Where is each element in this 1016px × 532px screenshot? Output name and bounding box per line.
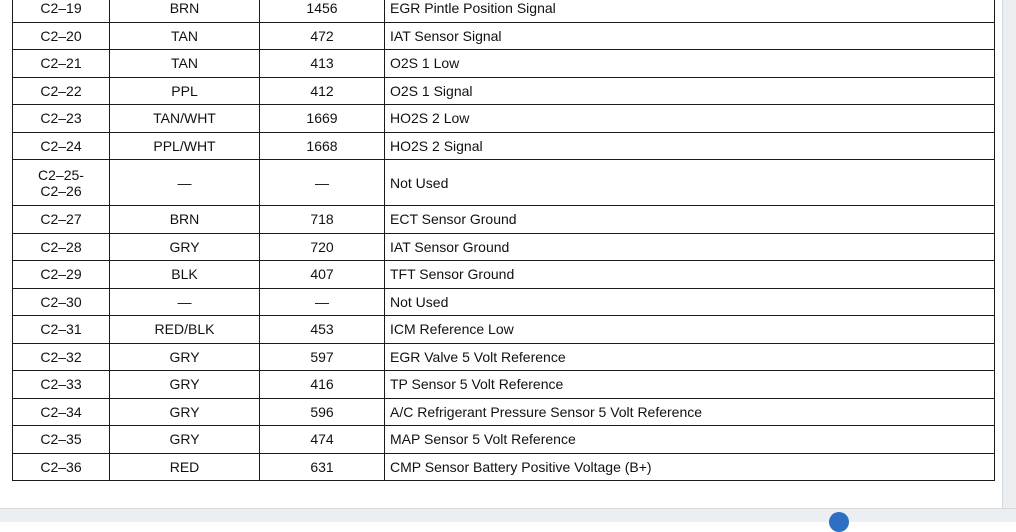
circuit-number-cell: 631 (260, 453, 385, 481)
pin-cell: C2–33 (13, 371, 110, 399)
wire-color-cell: RED/BLK (110, 316, 260, 344)
table-row (13, 343, 995, 371)
table-row (13, 50, 995, 78)
wire-color-cell: — (110, 160, 260, 206)
pin-cell: C2–20 (13, 22, 110, 50)
circuit-number-cell: 596 (260, 398, 385, 426)
wire-color-cell: GRY (110, 343, 260, 371)
function-cell: O2S 1 Signal (385, 77, 995, 105)
circuit-number-cell: 453 (260, 316, 385, 344)
function-cell: TFT Sensor Ground (385, 261, 995, 289)
table-row (13, 371, 995, 399)
circuit-number-cell: 416 (260, 371, 385, 399)
table-row (13, 288, 995, 316)
wire-color-cell: RED (110, 453, 260, 481)
table-row (13, 0, 995, 22)
function-cell: ICM Reference Low (385, 316, 995, 344)
wire-color-cell: GRY (110, 371, 260, 399)
table-row (13, 426, 995, 454)
wire-color-cell: BRN (110, 0, 260, 22)
table-row (13, 206, 995, 234)
pin-cell: C2–28 (13, 233, 110, 261)
function-cell: Not Used (385, 288, 995, 316)
function-cell: IAT Sensor Ground (385, 233, 995, 261)
pin-cell: C2–29 (13, 261, 110, 289)
bottom-toolbar-strip (0, 508, 1016, 522)
pin-cell: C2–25- C2–26 (13, 160, 110, 206)
wire-color-cell: TAN (110, 50, 260, 78)
table-row (13, 316, 995, 344)
pin-cell: C2–30 (13, 288, 110, 316)
pin-cell: C2–19 (13, 0, 110, 22)
circuit-number-cell: 720 (260, 233, 385, 261)
table-row (13, 398, 995, 426)
pin-cell: C2–34 (13, 398, 110, 426)
table-row (13, 233, 995, 261)
circuit-number-cell: 1668 (260, 132, 385, 160)
wire-color-cell: BRN (110, 206, 260, 234)
vertical-scrollbar[interactable] (1002, 0, 1016, 522)
pin-cell: C2–36 (13, 453, 110, 481)
table-row (13, 132, 995, 160)
pin-cell: C2–32 (13, 343, 110, 371)
circuit-number-cell: — (260, 288, 385, 316)
pin-cell: C2–21 (13, 50, 110, 78)
wire-color-cell: PPL (110, 77, 260, 105)
function-cell: Not Used (385, 160, 995, 206)
pin-cell: C2–27 (13, 206, 110, 234)
wire-color-cell: GRY (110, 426, 260, 454)
function-cell: EGR Pintle Position Signal (385, 0, 995, 22)
function-cell: ECT Sensor Ground (385, 206, 995, 234)
function-cell: MAP Sensor 5 Volt Reference (385, 426, 995, 454)
circuit-number-cell: — (260, 160, 385, 206)
wire-color-cell: BLK (110, 261, 260, 289)
circuit-number-cell: 1669 (260, 105, 385, 133)
table-row (13, 453, 995, 481)
page-nav-indicator-icon[interactable] (829, 512, 849, 532)
pinout-table-body (13, 0, 995, 481)
table-row (13, 105, 995, 133)
function-cell: HO2S 2 Low (385, 105, 995, 133)
function-cell: TP Sensor 5 Volt Reference (385, 371, 995, 399)
wire-color-cell: — (110, 288, 260, 316)
circuit-number-cell: 597 (260, 343, 385, 371)
circuit-number-cell: 718 (260, 206, 385, 234)
table-row (13, 22, 995, 50)
wire-color-cell: TAN (110, 22, 260, 50)
pin-cell: C2–35 (13, 426, 110, 454)
table-row (13, 160, 995, 206)
pin-cell: C2–22 (13, 77, 110, 105)
circuit-number-cell: 412 (260, 77, 385, 105)
wire-color-cell: GRY (110, 233, 260, 261)
circuit-number-cell: 413 (260, 50, 385, 78)
circuit-number-cell: 1456 (260, 0, 385, 22)
function-cell: A/C Refrigerant Pressure Sensor 5 Volt Reference (385, 398, 995, 426)
table-row (13, 261, 995, 289)
table-row (13, 77, 995, 105)
pinout-table (12, 0, 995, 481)
pin-cell: C2–31 (13, 316, 110, 344)
wire-color-cell: TAN/WHT (110, 105, 260, 133)
wire-color-cell: PPL/WHT (110, 132, 260, 160)
pin-cell: C2–23 (13, 105, 110, 133)
circuit-number-cell: 474 (260, 426, 385, 454)
pin-cell: C2–24 (13, 132, 110, 160)
circuit-number-cell: 472 (260, 22, 385, 50)
function-cell: IAT Sensor Signal (385, 22, 995, 50)
wire-color-cell: GRY (110, 398, 260, 426)
circuit-number-cell: 407 (260, 261, 385, 289)
function-cell: HO2S 2 Signal (385, 132, 995, 160)
function-cell: O2S 1 Low (385, 50, 995, 78)
function-cell: CMP Sensor Battery Positive Voltage (B+) (385, 453, 995, 481)
function-cell: EGR Valve 5 Volt Reference (385, 343, 995, 371)
